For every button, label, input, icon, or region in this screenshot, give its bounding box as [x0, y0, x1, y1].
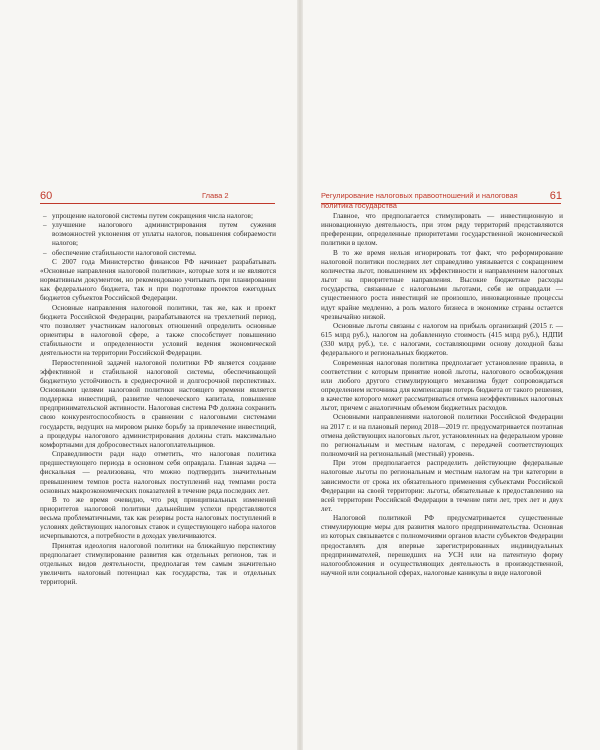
- spine-gutter: [297, 0, 303, 750]
- paragraph: В то же время очевидно, что ряд принципиальных изменений приоритетов налоговой политики дальнейшим успехи представляются весьма проблематичными, так как резервы роста налоговых поступлений в условиях действующих налоговых ставок и существующего набора налогов исчерпываются, а потребности в доходах увеличиваются.: [40, 495, 276, 541]
- paragraph: Справедливости ради надо отметить, что налоговая политика предшествующего периода в основном себя оправдала. Главная задача — фискальная — реализована, что можно подтвердить значительным превышением темпов роста налоговых поступлений над темпами роста основных макроэкономических показателей в течение ряда последних лет.: [40, 450, 276, 495]
- paragraph: С 2007 года Министерство финансов РФ начинает разрабатывать «Основные направления налоговой политики», которые хотя и не являются нормативным документом, но рекомендовано учитывать при планировании как федерального бюджета, так и при подготовке проектов ежегодных бюджетов субъектов Российской Федерации.: [40, 257, 276, 303]
- paragraph: В то же время нельзя игнорировать тот факт, что реформирование налоговой политики последних лет справедливо увязывается с сокращением количества льгот, повышением их эффективности и направлением налоговых льгот на приоритетные направления. Высокие бюджетные расходы государства, связанные с налоговыми льготами, себя не оправдали — существенного роста инвестиций не произошло, инновационные процессы идут крайне медленно, а роль малого бизнеса в экономике страны остается чрезвычайно низкой.: [321, 248, 563, 321]
- left-page: [0, 0, 299, 750]
- header-rule: [321, 203, 561, 204]
- paragraph: Первостепенной задачей налоговой политики РФ является создание эффективной и стабильной налоговой системы, обеспечивающей бюджетную устойчивость в среднесрочной и долгосрочной перспективах. Основными целями налоговой политики настоящего времени является поддержка инвестиций, развитие человеческого капитала, повышение предпринимательской активности. Налоговая система РФ должна сохранить свою конкурентоспособность в сравнении с налоговыми системами государств, ведущих на мировом рынке борьбу за привлечение инвестиций, а процедуры налогового администрирования должны стать максимально комфортными для добросовестных налогоплательщиков.: [40, 358, 276, 449]
- paragraph: Главное, что предполагается стимулировать — инвестиционную и инновационную деятельность, при этом ряду территорий представляются преференции, определенные приоритетами государственной экономической политики в целом.: [321, 212, 563, 248]
- running-head: Глава 2: [202, 191, 229, 200]
- paragraph: Основные льготы связаны с налогом на прибыль организаций (2015 г. — 615 млрд руб.), налогом на добавленную стоимость (415 млрд руб.), НДПИ (330 млрд руб.), т.е. с налогами, составляющими основу доходной базы федерального и региональных бюджетов.: [321, 321, 563, 358]
- paragraph: Основными направлениями налоговой политики Российской Федерации на 2017 г. и на плановый период 2018—2019 гг. предусматривается поэтапная отмена действующих налоговых льгот, установленных на федеральном уровне по региональным и местным налогам, с передачей соответствующих полномочий на региональный (местный) уровень.: [321, 413, 563, 459]
- list-item: – обеспечение стабильности налоговой системы.: [40, 249, 276, 258]
- page-body: [321, 212, 563, 578]
- paragraph: Принятая идеология налоговой политики на ближайшую перспективу предполагает стимулирование развития как отдельных регионов, так и отдельных видов деятельности, предполагая тем самым значительно увеличить налоговый потенциал как государства, так и отдельных территорий.: [40, 541, 276, 587]
- paragraph: Налоговой политикой РФ предусматривается существенные стимулирующие меры для развития малого предпринимательства. Основная из которых связывается с полномочиями органов власти субъектов Федерации предоставлять для впервые зарегистрированных индивидуальных предпринимателей, перешедших на УСН или на патентную форму налогообложения и осуществляющих деятельность в производственной, научной или социальной сферах, налоговые каникулы в виде налоговой: [321, 514, 563, 578]
- page-number: 60: [40, 190, 53, 202]
- paragraph: При этом предполагается распределить действующие федеральные налоговые льготы по региональным и местным налогам на три категории в зависимости от срока их обязательного применения субъектами Российской Федерации на своей территории: льготы, обязательные к предоставлению на всей территории Российской Федерации в течение пяти лет, трех лет и двух лет.: [321, 459, 563, 513]
- running-head: Регулирование налоговых правоотношений и налоговая политика государства: [321, 191, 518, 210]
- right-page: [301, 0, 600, 750]
- paragraph: Основные направления налоговой политики, так же, как и проект бюджета Российской Федерации, разрабатываются на трехлетний период, что позволяет участникам налоговых отношений определить основные ориентиры в налоговой сфере, а также способствует повышению стабильности и определенности условий ведения экономической деятельности на территории Российской Федерации.: [40, 303, 276, 358]
- list-item: – улучшение налогового администрирования путем сужения возможностей уклонения от уплаты налогов, повышения собираемости налогов;: [40, 221, 276, 248]
- list-item: – упрощение налоговой системы путем сокращения числа налогов;: [40, 212, 276, 221]
- paragraph: Современная налоговая политика предполагает установление правила, в соответствии с которым принятие новой льготы, налогового освобождения или любого другого стимулирующего механизма будет сопровождаться определением источника для компенсации потерь бюджета от такого решения, в качестве которого может рассматриваться отмена неэффективных налоговых льгот, причем с аналогичным объемом бюджетных расходов.: [321, 358, 563, 413]
- page-body: [40, 212, 276, 587]
- header-rule: [40, 203, 275, 204]
- page-number: 61: [549, 190, 562, 202]
